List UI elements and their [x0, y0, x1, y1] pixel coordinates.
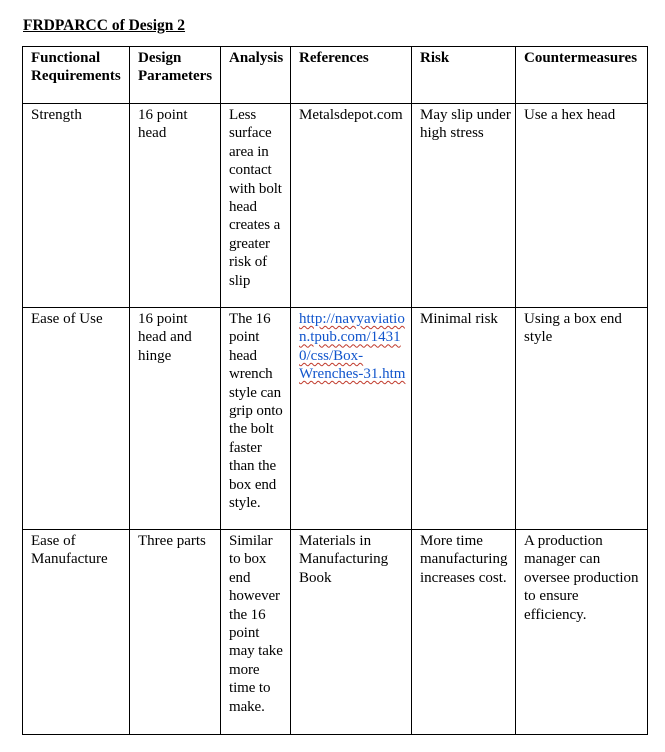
cell-analysis: The 16 point head wrench style can grip onto the bolt faster than the box end style.	[221, 308, 291, 530]
table-row	[23, 104, 648, 308]
cell-countermeasure: A production manager can oversee production to ensure efficiency.	[516, 530, 648, 735]
header-analysis: Analysis	[221, 47, 291, 104]
page-title: FRDPARCC of Design 2	[23, 17, 186, 34]
header-functional-requirements: Functional Requirements	[23, 47, 130, 104]
table-header-row	[23, 47, 648, 104]
cell-requirement: Ease of Use	[23, 308, 130, 530]
header-risk: Risk	[412, 47, 516, 104]
frdparcc-table	[22, 46, 648, 735]
cell-reference: Materials in Manufacturing Book	[291, 530, 412, 735]
cell-requirement: Strength	[23, 104, 130, 308]
cell-countermeasure: Using a box end style	[516, 308, 648, 530]
cell-parameter: 16 point head and hinge	[130, 308, 221, 530]
cell-parameter: 16 point head	[130, 104, 221, 308]
cell-risk: Minimal risk	[412, 308, 516, 530]
cell-risk: More time manufacturing increases cost.	[412, 530, 516, 735]
header-design-parameters: Design Parameters	[130, 47, 221, 104]
cell-analysis: Less surface area in contact with bolt head creates a greater risk of slip	[221, 104, 291, 308]
cell-countermeasure: Use a hex head	[516, 104, 648, 308]
header-references: References	[291, 47, 412, 104]
cell-reference	[291, 308, 412, 530]
reference-hyperlink[interactable]: http://navyaviation.tpub.com/14310/css/Box-Wrenches-31.htm	[299, 311, 406, 383]
table-row	[23, 308, 648, 530]
header-countermeasures: Countermeasures	[516, 47, 648, 104]
cell-risk: May slip under high stress	[412, 104, 516, 308]
table-row	[23, 530, 648, 735]
cell-requirement: Ease of Manufacture	[23, 530, 130, 735]
cell-analysis: Similar to box end however the 16 point may take more time to make.	[221, 530, 291, 735]
cell-parameter: Three parts	[130, 530, 221, 735]
cell-reference: Metalsdepot.com	[291, 104, 412, 308]
